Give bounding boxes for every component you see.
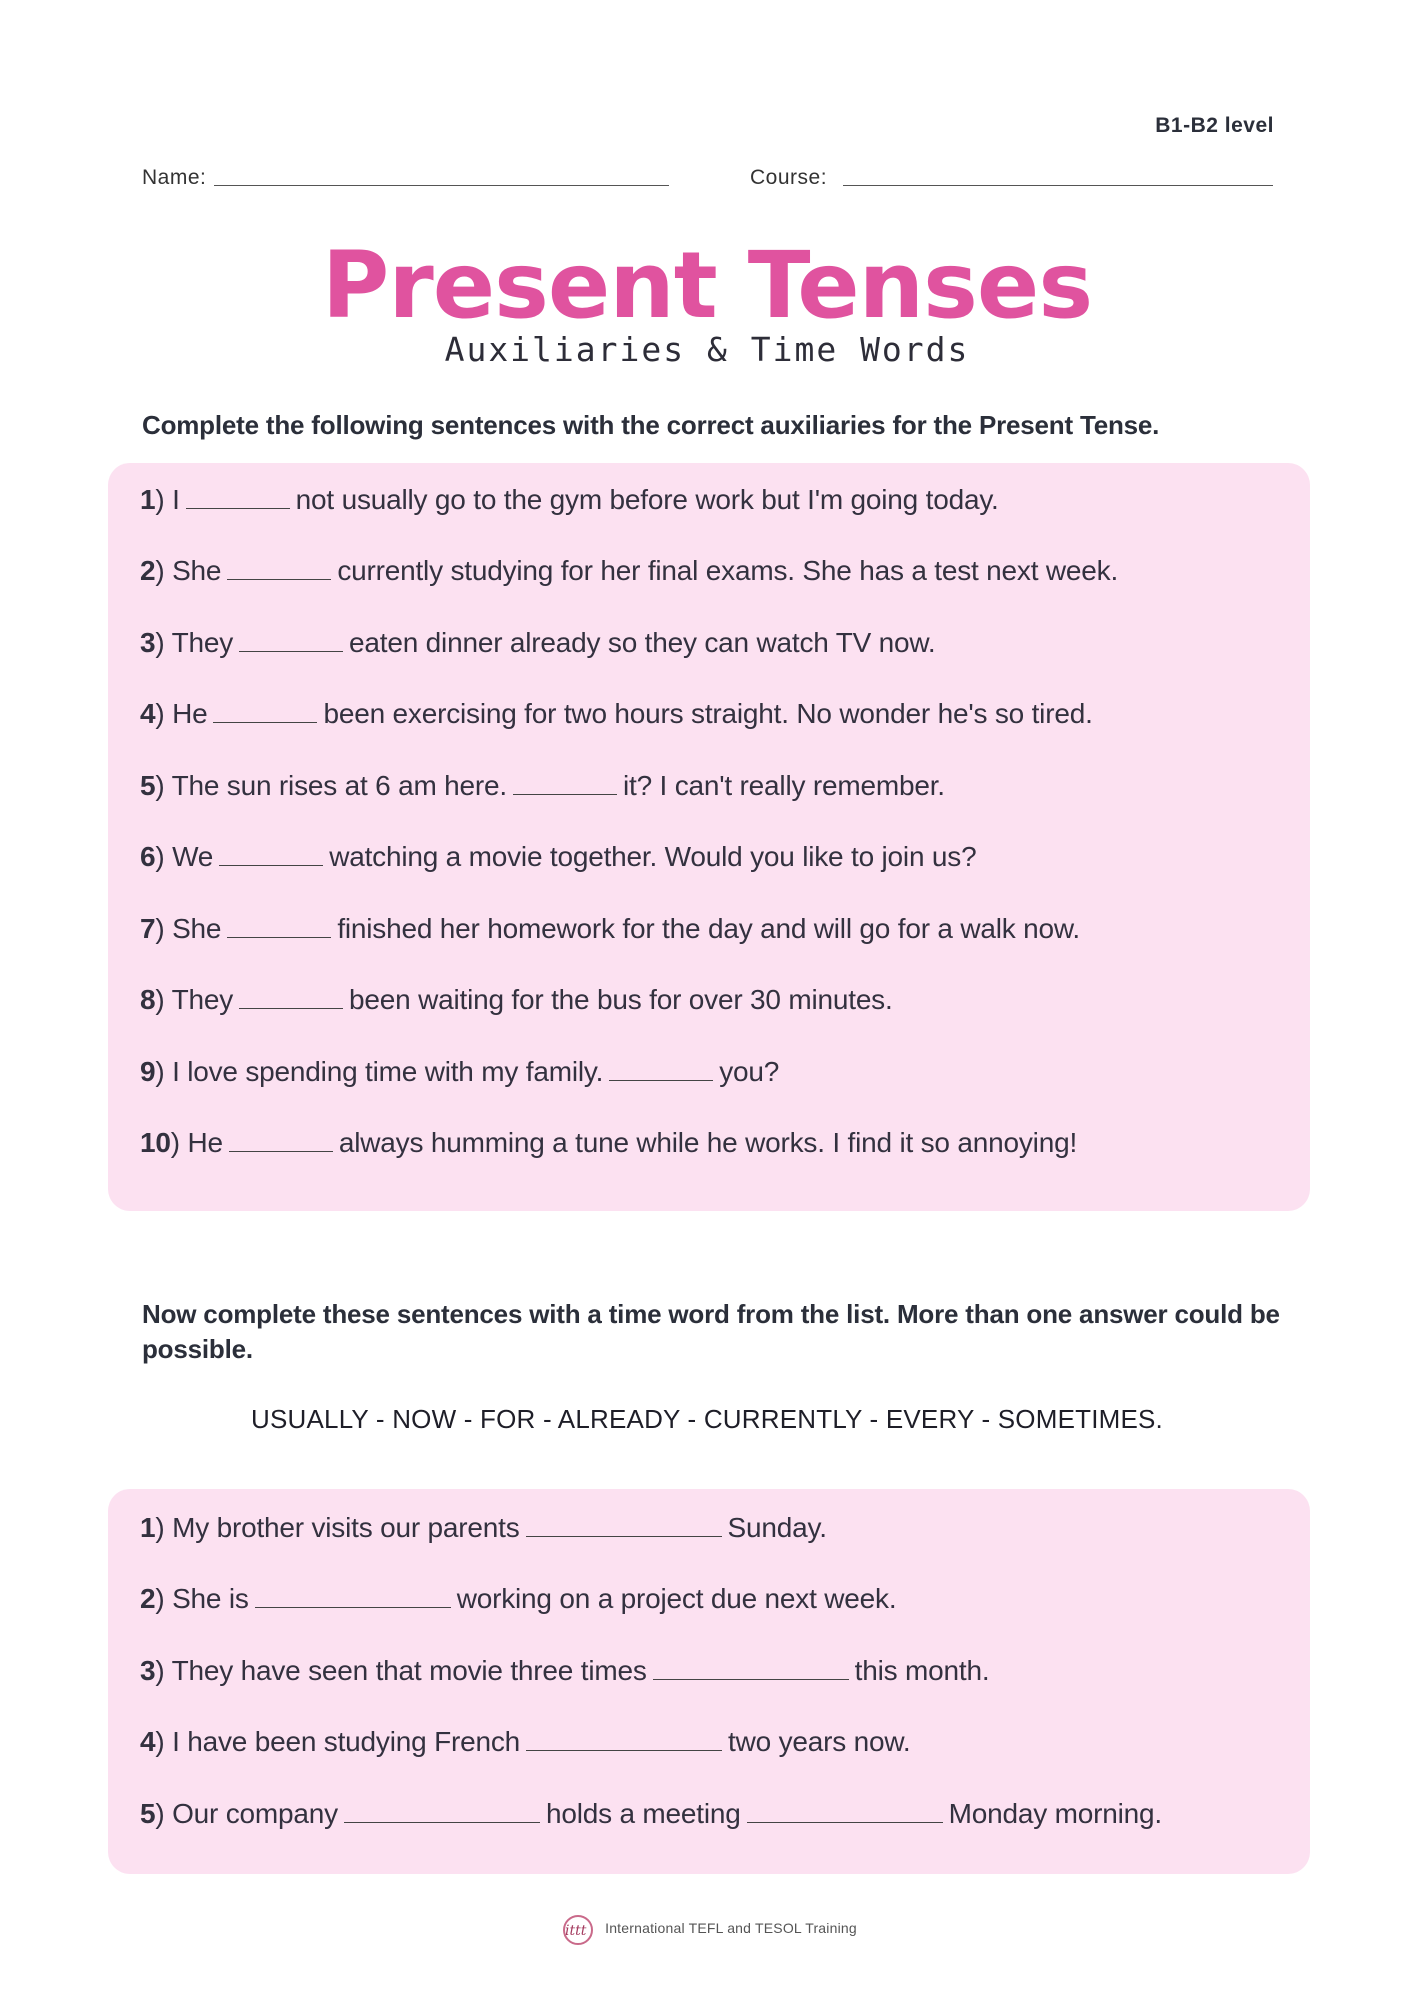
ittt-logo <box>557 1908 857 1948</box>
page-subtitle: Auxiliaries & Time Words <box>444 330 970 369</box>
answer-blank[interactable] <box>227 578 331 580</box>
section2-instruction: Now complete these sentences with a time word from the list. More than one answer could be possible. <box>142 1299 1280 1364</box>
answer-blank[interactable] <box>609 1079 713 1081</box>
time-word-list: USUALLY - NOW - FOR - ALREADY - CURRENTLY - EVERY - SOMETIMES. <box>251 1404 1163 1434</box>
exercise-sentence: 4) I have been studying French two years now. <box>140 1726 911 1757</box>
name-line[interactable] <box>214 184 669 186</box>
exercise-sentence: 8) They been waiting for the bus for over 30 minutes. <box>140 984 893 1015</box>
answer-blank[interactable] <box>344 1821 540 1823</box>
answer-blank[interactable] <box>653 1678 849 1680</box>
exercise-sentence: 1) My brother visits our parents Sunday. <box>140 1512 827 1543</box>
exercise-sentence: 7) She finished her homework for the day and will go for a walk now. <box>140 913 1080 944</box>
logo-text: International TEFL and TESOL Training <box>605 1920 857 1936</box>
exercise-sentence: 3) They have seen that movie three times this month. <box>140 1655 990 1686</box>
exercise-sentence: 1) I not usually go to the gym before work but I'm going today. <box>140 484 999 515</box>
answer-blank[interactable] <box>526 1749 722 1751</box>
answer-blank[interactable] <box>526 1535 722 1537</box>
page-title: Present Tenses <box>321 232 1093 339</box>
exercise-sentence: 6) We watching a movie together. Would you like to join us? <box>140 841 977 872</box>
svg-text:ittt: ittt <box>565 1923 587 1939</box>
exercise-sentence: 5) The sun rises at 6 am here. it? I can't really remember. <box>140 770 945 801</box>
exercise-sentence: 5) Our company holds a meeting Monday morning. <box>140 1798 1162 1829</box>
exercise-sentence: 10) He always humming a tune while he works. I find it so annoying! <box>140 1127 1078 1158</box>
section2-panel <box>108 1489 1310 1874</box>
section1-panel <box>108 463 1310 1211</box>
answer-blank[interactable] <box>255 1606 451 1608</box>
answer-blank[interactable] <box>186 507 290 509</box>
ittt-logo-icon <box>557 1908 597 1948</box>
course-field <box>750 166 1273 190</box>
answer-blank[interactable] <box>513 793 617 795</box>
answer-blank[interactable] <box>229 1150 333 1152</box>
answer-blank[interactable] <box>239 650 343 652</box>
answer-blank[interactable] <box>239 1007 343 1009</box>
course-line[interactable] <box>843 184 1273 186</box>
exercise-sentence: 4) He been exercising for two hours straight. No wonder he's so tired. <box>140 698 1093 729</box>
course-label: Course: <box>750 166 828 189</box>
answer-blank[interactable] <box>213 721 317 723</box>
footer <box>0 1908 1414 1948</box>
answer-blank[interactable] <box>747 1821 943 1823</box>
name-label: Name: <box>142 166 207 189</box>
section1-instruction: Complete the following sentences with the correct auxiliaries for the Present Tense. <box>142 410 1160 440</box>
level-label: B1-B2 level <box>1155 114 1274 137</box>
answer-blank[interactable] <box>227 936 331 938</box>
exercise-sentence: 3) They eaten dinner already so they can watch TV now. <box>140 627 936 658</box>
name-field <box>142 166 669 190</box>
exercise-sentence: 9) I love spending time with my family. you? <box>140 1056 780 1087</box>
exercise-sentence: 2) She currently studying for her final exams. She has a test next week. <box>140 555 1119 586</box>
answer-blank[interactable] <box>219 864 323 866</box>
exercise-sentence: 2) She is working on a project due next week. <box>140 1583 897 1614</box>
